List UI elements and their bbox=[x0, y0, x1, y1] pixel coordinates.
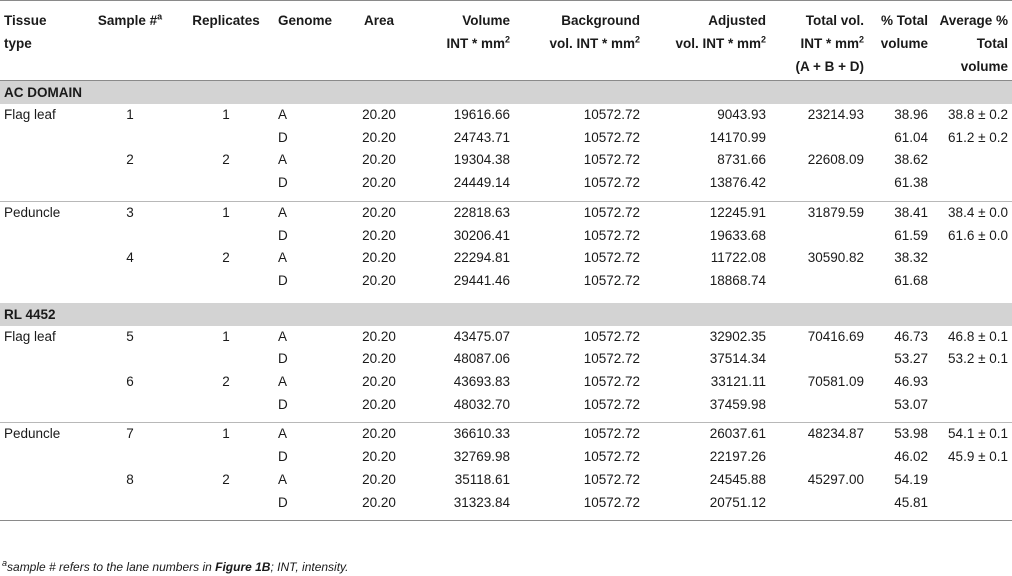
cell-sample: 6 bbox=[126, 374, 134, 390]
cell-genome: A bbox=[278, 152, 288, 168]
cell-adj: 33121.11 bbox=[710, 374, 766, 390]
cell-avg: 61.6 ± 0.0 bbox=[948, 227, 1008, 243]
cell-genome: A bbox=[278, 250, 288, 266]
cell-genome: A bbox=[278, 107, 288, 122]
cell-volume: 22818.63 bbox=[453, 204, 510, 220]
cell-avg bbox=[928, 469, 1012, 492]
table-bottom-rule bbox=[0, 514, 1012, 521]
cell-adj: 13876.42 bbox=[709, 175, 766, 191]
section-title: RL 4452 bbox=[0, 303, 1012, 326]
cell-bg: 10572.72 bbox=[583, 204, 640, 220]
table-row bbox=[0, 247, 1012, 270]
header-sample: Sample #$^a$ bbox=[82, 1, 178, 81]
cell-bg: 10572.72 bbox=[583, 494, 640, 510]
cell-genome: A bbox=[278, 374, 288, 390]
cell-bg: 10572.72 bbox=[583, 471, 640, 487]
header-volume: Volume INT * $mm^2$ bbox=[408, 1, 510, 81]
cell-tissue bbox=[0, 394, 82, 417]
cell-adj: 8731.66 bbox=[717, 152, 766, 168]
cell-area: 20.20 bbox=[362, 396, 396, 412]
header-average: Average % Total volume bbox=[928, 1, 1012, 81]
header-area: Area bbox=[350, 1, 408, 81]
cell-avg: 54.1 ± 0.1 bbox=[948, 426, 1008, 442]
cell-pct: 45.81 bbox=[894, 494, 928, 510]
cell-rep: 1 bbox=[222, 426, 230, 442]
cell-rep: 2 bbox=[222, 250, 230, 266]
table-row bbox=[0, 104, 1012, 127]
cell-avg: 38.4 ± 0.0 bbox=[948, 204, 1008, 220]
table-row bbox=[0, 423, 1012, 446]
cell-genome: D bbox=[278, 396, 288, 412]
cell-avg: 61.2 ± 0.2 bbox=[948, 129, 1008, 145]
cell-area: 20.20 bbox=[362, 175, 396, 191]
cell-volume: 48032.70 bbox=[453, 396, 510, 412]
cell-sample: 8 bbox=[126, 471, 134, 487]
cell-area: 20.20 bbox=[362, 351, 396, 367]
table-row bbox=[0, 149, 1012, 172]
table-row bbox=[0, 326, 1012, 349]
cell-tissue: Peduncle bbox=[4, 426, 61, 442]
cell-volume: 32769.98 bbox=[453, 449, 510, 465]
cell-genome: A bbox=[278, 328, 288, 344]
cell-pct: 46.02 bbox=[894, 449, 928, 465]
cell-pct: 46.93 bbox=[894, 374, 928, 390]
cell-avg: 38.8 ± 0.2 bbox=[948, 107, 1008, 122]
cell-rep bbox=[178, 127, 274, 150]
cell-volume: 48087.06 bbox=[453, 351, 510, 367]
cell-genome: D bbox=[278, 227, 288, 243]
footnote: $^a$sample # refers to the lane numbers in Figure 1B; INT, intensity. bbox=[2, 558, 349, 574]
cell-genome: D bbox=[278, 449, 288, 465]
cell-genome: D bbox=[278, 351, 288, 367]
cell-total bbox=[766, 348, 864, 371]
table-row bbox=[0, 394, 1012, 417]
cell-area: 20.20 bbox=[362, 272, 396, 288]
cell-adj: 32902.35 bbox=[709, 328, 766, 344]
cell-rep: 1 bbox=[222, 204, 230, 220]
table-row bbox=[0, 270, 1012, 293]
cell-bg: 10572.72 bbox=[583, 426, 640, 442]
header-replicates: Replicates bbox=[178, 1, 274, 81]
cell-pct: 38.32 bbox=[894, 250, 928, 266]
cell-bg: 10572.72 bbox=[583, 272, 640, 288]
cell-avg bbox=[928, 149, 1012, 172]
cell-pct: 61.59 bbox=[894, 227, 928, 243]
cell-tissue bbox=[0, 127, 82, 150]
cell-volume: 43475.07 bbox=[453, 328, 510, 344]
table-row bbox=[0, 492, 1012, 515]
cell-sample bbox=[82, 225, 178, 248]
cell-total bbox=[766, 172, 864, 195]
cell-area: 20.20 bbox=[362, 328, 396, 344]
cell-adj: 37514.34 bbox=[709, 351, 766, 367]
table-row bbox=[0, 201, 1012, 224]
cell-sample bbox=[82, 348, 178, 371]
cell-rep bbox=[178, 270, 274, 293]
cell-total: 31879.59 bbox=[807, 204, 864, 220]
cell-adj: 19633.68 bbox=[709, 227, 766, 243]
cell-total bbox=[766, 394, 864, 417]
cell-genome: D bbox=[278, 129, 288, 145]
cell-adj: 26037.61 bbox=[709, 426, 766, 442]
cell-volume: 24743.71 bbox=[453, 129, 510, 145]
cell-sample bbox=[82, 172, 178, 195]
table-row bbox=[0, 225, 1012, 248]
cell-volume: 30206.41 bbox=[453, 227, 510, 243]
cell-volume: 31323.84 bbox=[453, 494, 510, 510]
cell-pct: 61.38 bbox=[894, 175, 928, 191]
table-row bbox=[0, 348, 1012, 371]
cell-area: 20.20 bbox=[362, 449, 396, 465]
cell-pct: 46.73 bbox=[894, 328, 928, 344]
cell-adj: 9043.93 bbox=[717, 107, 766, 122]
section-title: AC DOMAIN bbox=[0, 81, 1012, 105]
cell-total: 22608.09 bbox=[807, 152, 864, 168]
cell-volume: 29441.46 bbox=[453, 272, 510, 288]
cell-pct: 38.96 bbox=[894, 107, 928, 122]
cell-rep bbox=[178, 492, 274, 515]
cell-pct: 53.98 bbox=[894, 426, 928, 442]
cell-area: 20.20 bbox=[362, 129, 396, 145]
cell-sample bbox=[82, 492, 178, 515]
cell-rep: 1 bbox=[222, 328, 230, 344]
header-genome: Genome bbox=[274, 1, 350, 81]
cell-tissue: Flag leaf bbox=[4, 107, 56, 122]
table-row bbox=[0, 371, 1012, 394]
cell-genome: D bbox=[278, 494, 288, 510]
cell-sample: 2 bbox=[126, 152, 134, 168]
cell-area: 20.20 bbox=[362, 204, 396, 220]
cell-adj: 37459.98 bbox=[709, 396, 766, 412]
table-row bbox=[0, 446, 1012, 469]
cell-sample: 7 bbox=[126, 426, 134, 442]
table-row bbox=[0, 172, 1012, 195]
cell-volume: 19616.66 bbox=[453, 107, 510, 122]
cell-volume: 24449.14 bbox=[453, 175, 510, 191]
cell-sample bbox=[82, 394, 178, 417]
cell-pct: 53.27 bbox=[894, 351, 928, 367]
cell-avg bbox=[928, 394, 1012, 417]
cell-bg: 10572.72 bbox=[583, 107, 640, 122]
cell-adj: 24545.88 bbox=[709, 471, 766, 487]
cell-pct: 38.62 bbox=[894, 152, 928, 168]
cell-adj: 11722.08 bbox=[710, 250, 766, 266]
cell-area: 20.20 bbox=[362, 250, 396, 266]
cell-sample bbox=[82, 270, 178, 293]
cell-total bbox=[766, 270, 864, 293]
cell-avg bbox=[928, 247, 1012, 270]
cell-adj: 14170.99 bbox=[709, 129, 766, 145]
cell-area: 20.20 bbox=[362, 494, 396, 510]
cell-area: 20.20 bbox=[362, 471, 396, 487]
cell-pct: 38.41 bbox=[894, 204, 928, 220]
cell-adj: 12245.91 bbox=[709, 204, 766, 220]
cell-tissue bbox=[0, 172, 82, 195]
cell-volume: 43693.83 bbox=[453, 374, 510, 390]
cell-bg: 10572.72 bbox=[583, 175, 640, 191]
cell-sample: 1 bbox=[126, 107, 134, 122]
cell-sample bbox=[82, 446, 178, 469]
cell-rep bbox=[178, 348, 274, 371]
cell-rep: 2 bbox=[222, 374, 230, 390]
cell-avg: 53.2 ± 0.1 bbox=[948, 351, 1008, 367]
header-adjusted: Adjusted vol. INT * $mm^2$ bbox=[640, 1, 766, 81]
cell-volume: 36610.33 bbox=[453, 426, 510, 442]
cell-avg bbox=[928, 492, 1012, 515]
table-row bbox=[0, 127, 1012, 150]
cell-bg: 10572.72 bbox=[583, 328, 640, 344]
cell-avg: 46.8 ± 0.1 bbox=[948, 328, 1008, 344]
cell-bg: 10572.72 bbox=[583, 152, 640, 168]
cell-genome: A bbox=[278, 426, 288, 442]
cell-area: 20.20 bbox=[362, 227, 396, 243]
cell-rep bbox=[178, 172, 274, 195]
cell-total: 70581.09 bbox=[807, 374, 864, 390]
cell-tissue bbox=[0, 446, 82, 469]
cell-tissue: Peduncle bbox=[4, 204, 61, 220]
cell-pct: 53.07 bbox=[894, 396, 928, 412]
cell-tissue bbox=[0, 469, 82, 492]
table-row bbox=[0, 469, 1012, 492]
section-header-row bbox=[0, 81, 1012, 105]
cell-total: 23214.93 bbox=[807, 107, 864, 122]
cell-pct: 61.04 bbox=[894, 129, 928, 145]
cell-genome: D bbox=[278, 175, 288, 191]
cell-total: 70416.69 bbox=[807, 328, 864, 344]
cell-rep: 1 bbox=[222, 107, 230, 122]
cell-sample bbox=[82, 127, 178, 150]
cell-sample: 3 bbox=[126, 204, 134, 220]
header-pct: % Total volume bbox=[864, 1, 928, 81]
table-body bbox=[0, 81, 1012, 521]
cell-sample: 4 bbox=[126, 250, 134, 266]
cell-total: 48234.87 bbox=[807, 426, 864, 442]
cell-volume: 22294.81 bbox=[453, 250, 510, 266]
header-background: Background vol. INT * $mm^2$ bbox=[510, 1, 640, 81]
cell-tissue bbox=[0, 225, 82, 248]
cell-tissue bbox=[0, 149, 82, 172]
cell-total bbox=[766, 225, 864, 248]
cell-tissue bbox=[0, 371, 82, 394]
cell-area: 20.20 bbox=[362, 107, 396, 122]
cell-rep: 2 bbox=[222, 471, 230, 487]
cell-avg bbox=[928, 172, 1012, 195]
cell-genome: D bbox=[278, 272, 288, 288]
cell-rep bbox=[178, 225, 274, 248]
cell-bg: 10572.72 bbox=[583, 396, 640, 412]
cell-adj: 18868.74 bbox=[709, 272, 766, 288]
header-total: Total vol. INT * $mm^2$ (A + B + D) bbox=[766, 1, 864, 81]
cell-total bbox=[766, 492, 864, 515]
cell-rep: 2 bbox=[222, 152, 230, 168]
cell-bg: 10572.72 bbox=[583, 250, 640, 266]
cell-area: 20.20 bbox=[362, 426, 396, 442]
cell-avg: 45.9 ± 0.1 bbox=[948, 449, 1008, 465]
cell-pct: 61.68 bbox=[894, 272, 928, 288]
cell-tissue bbox=[0, 247, 82, 270]
cell-avg bbox=[928, 371, 1012, 394]
cell-tissue bbox=[0, 348, 82, 371]
cell-total bbox=[766, 446, 864, 469]
cell-tissue bbox=[0, 492, 82, 515]
cell-area: 20.20 bbox=[362, 152, 396, 168]
cell-bg: 10572.72 bbox=[583, 227, 640, 243]
cell-adj: 20751.12 bbox=[709, 494, 766, 510]
cell-volume: 35118.61 bbox=[454, 471, 510, 487]
cell-sample: 5 bbox=[126, 328, 134, 344]
cell-genome: A bbox=[278, 204, 288, 220]
cell-pct: 54.19 bbox=[894, 471, 928, 487]
cell-tissue bbox=[0, 270, 82, 293]
cell-bg: 10572.72 bbox=[583, 351, 640, 367]
cell-genome: A bbox=[278, 471, 288, 487]
cell-tissue: Flag leaf bbox=[4, 328, 56, 344]
cell-area: 20.20 bbox=[362, 374, 396, 390]
section-header-row bbox=[0, 303, 1012, 326]
cell-bg: 10572.72 bbox=[583, 449, 640, 465]
cell-total: 45297.00 bbox=[807, 471, 864, 487]
cell-bg: 10572.72 bbox=[583, 129, 640, 145]
header-row bbox=[0, 1, 1012, 81]
header-tissue: Tissue type bbox=[0, 1, 82, 81]
cell-bg: 10572.72 bbox=[583, 374, 640, 390]
cell-adj: 22197.26 bbox=[709, 449, 766, 465]
cell-volume: 19304.38 bbox=[453, 152, 510, 168]
cell-total: 30590.82 bbox=[807, 250, 864, 266]
section-gap bbox=[0, 293, 1012, 303]
cell-rep bbox=[178, 446, 274, 469]
cell-total bbox=[766, 127, 864, 150]
cell-avg bbox=[928, 270, 1012, 293]
cell-rep bbox=[178, 394, 274, 417]
